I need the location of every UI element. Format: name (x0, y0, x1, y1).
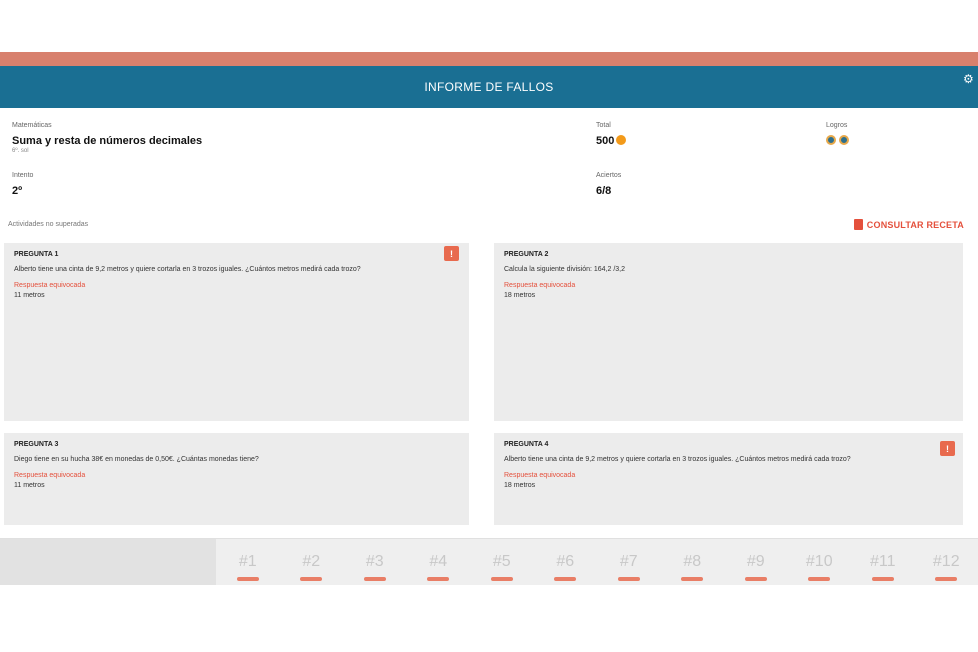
question-status-mark (935, 577, 957, 581)
answer-value: 11 metros (14, 482, 45, 489)
attempts-block (12, 172, 33, 197)
consult-recipe-label: CONSULTAR RECETA (866, 219, 964, 230)
question-nav-label: #1 (238, 553, 257, 570)
question-text: Alberto tiene una cinta de 9,2 metros y quiere cortarla en 3 trozos iguales. ¿Cuántos metros medirá cada trozo? (504, 456, 851, 463)
score-value: 500 (596, 135, 615, 147)
question-title: PREGUNTA 1 (14, 251, 59, 258)
question-nav-label: #3 (365, 553, 384, 570)
question-status-mark (427, 577, 449, 581)
question-navigation-bar (0, 538, 978, 585)
question-nav-label: #11 (869, 553, 896, 570)
topic-title: Suma y resta de números decimales (12, 135, 203, 147)
question-nav-item[interactable] (343, 539, 407, 585)
question-card (4, 433, 469, 525)
question-nav-item[interactable] (280, 539, 344, 585)
page-title: INFORME DE FALLOS (424, 80, 554, 94)
alert-flag-icon[interactable]: ! (444, 246, 459, 261)
question-text: Alberto tiene una cinta de 9,2 metros y quiere cortarla en 3 trozos iguales. ¿Cuántos metros medirá cada trozo? (14, 266, 361, 273)
gear-icon[interactable]: ⚙ (962, 72, 974, 86)
hits-value: 6/8 (596, 185, 612, 197)
question-status-mark (364, 577, 386, 581)
score-row (596, 135, 626, 147)
score-label: Total (596, 122, 611, 129)
question-nav-item[interactable] (915, 539, 978, 585)
attempts-value: 2º (12, 185, 23, 197)
question-nav-item[interactable] (470, 539, 534, 585)
question-nav-item[interactable] (851, 539, 915, 585)
wrong-answer-label: Respuesta equivocada (504, 472, 576, 479)
question-title: PREGUNTA 2 (504, 251, 549, 258)
answer-value: 18 metros (504, 292, 536, 299)
question-title: PREGUNTA 3 (14, 441, 59, 448)
question-nav-label: #9 (746, 553, 765, 570)
question-nav-label: #5 (492, 553, 511, 570)
question-nav-item[interactable] (597, 539, 661, 585)
achievements-block (826, 122, 852, 148)
hits-label: Aciertos (596, 172, 622, 179)
achievements-label: Logros (826, 122, 848, 129)
question-nav-item[interactable] (788, 539, 852, 585)
achievement-badge-icon (826, 135, 836, 145)
section-label: Actividades no superadas (8, 221, 89, 228)
score-block (596, 122, 626, 147)
question-card (494, 243, 963, 421)
question-card (494, 433, 963, 525)
question-nav-label: #8 (683, 553, 702, 570)
question-nav-label: #6 (556, 553, 575, 570)
top-strip (0, 52, 978, 66)
question-status-mark (554, 577, 576, 581)
question-nav-item[interactable] (407, 539, 471, 585)
question-status-mark (745, 577, 767, 581)
summary-panel (0, 108, 978, 228)
question-nav-item[interactable] (661, 539, 725, 585)
answer-value: 18 metros (504, 482, 536, 489)
question-text: Diego tiene en su hucha 38€ en monedas de 0,50€. ¿Cuántas monedas tiene? (14, 456, 259, 463)
consult-recipe-button[interactable] (854, 219, 964, 230)
achievement-badge-icon (839, 135, 849, 145)
question-status-mark (300, 577, 322, 581)
wrong-answer-label: Respuesta equivocada (504, 282, 576, 289)
question-status-mark (872, 577, 894, 581)
wrong-answer-label: Respuesta equivocada (14, 472, 86, 479)
question-number-list (216, 539, 978, 585)
question-status-mark (681, 577, 703, 581)
question-nav-label: #2 (302, 553, 321, 570)
wrong-answer-label: Respuesta equivocada (14, 282, 86, 289)
subject-label: Matemáticas (12, 122, 52, 129)
achievements-row (826, 135, 852, 148)
topic-sub: 6º. sol (12, 148, 29, 154)
report-header (0, 66, 978, 108)
question-nav-label: #12 (932, 553, 960, 570)
question-nav-item[interactable] (534, 539, 598, 585)
question-status-mark (237, 577, 259, 581)
question-nav-label: #10 (805, 553, 833, 570)
question-nav-label: #4 (429, 553, 448, 570)
question-nav-item[interactable] (216, 539, 280, 585)
question-text: Calcula la siguiente división: 164,2 /3,2 (504, 266, 626, 273)
question-nav-item[interactable] (724, 539, 788, 585)
question-status-mark (808, 577, 830, 581)
hits-block (596, 172, 621, 197)
question-status-mark (491, 577, 513, 581)
question-title: PREGUNTA 4 (504, 441, 549, 448)
question-card (4, 243, 469, 421)
answer-value: 11 metros (14, 292, 45, 299)
question-status-mark (618, 577, 640, 581)
attempts-label: Intento (12, 172, 34, 179)
question-nav-label: #7 (619, 553, 638, 570)
coin-icon (616, 135, 626, 145)
subject-block (12, 122, 202, 154)
document-icon (854, 219, 863, 230)
nav-left-panel (0, 539, 216, 585)
alert-flag-icon[interactable]: ! (940, 441, 955, 456)
